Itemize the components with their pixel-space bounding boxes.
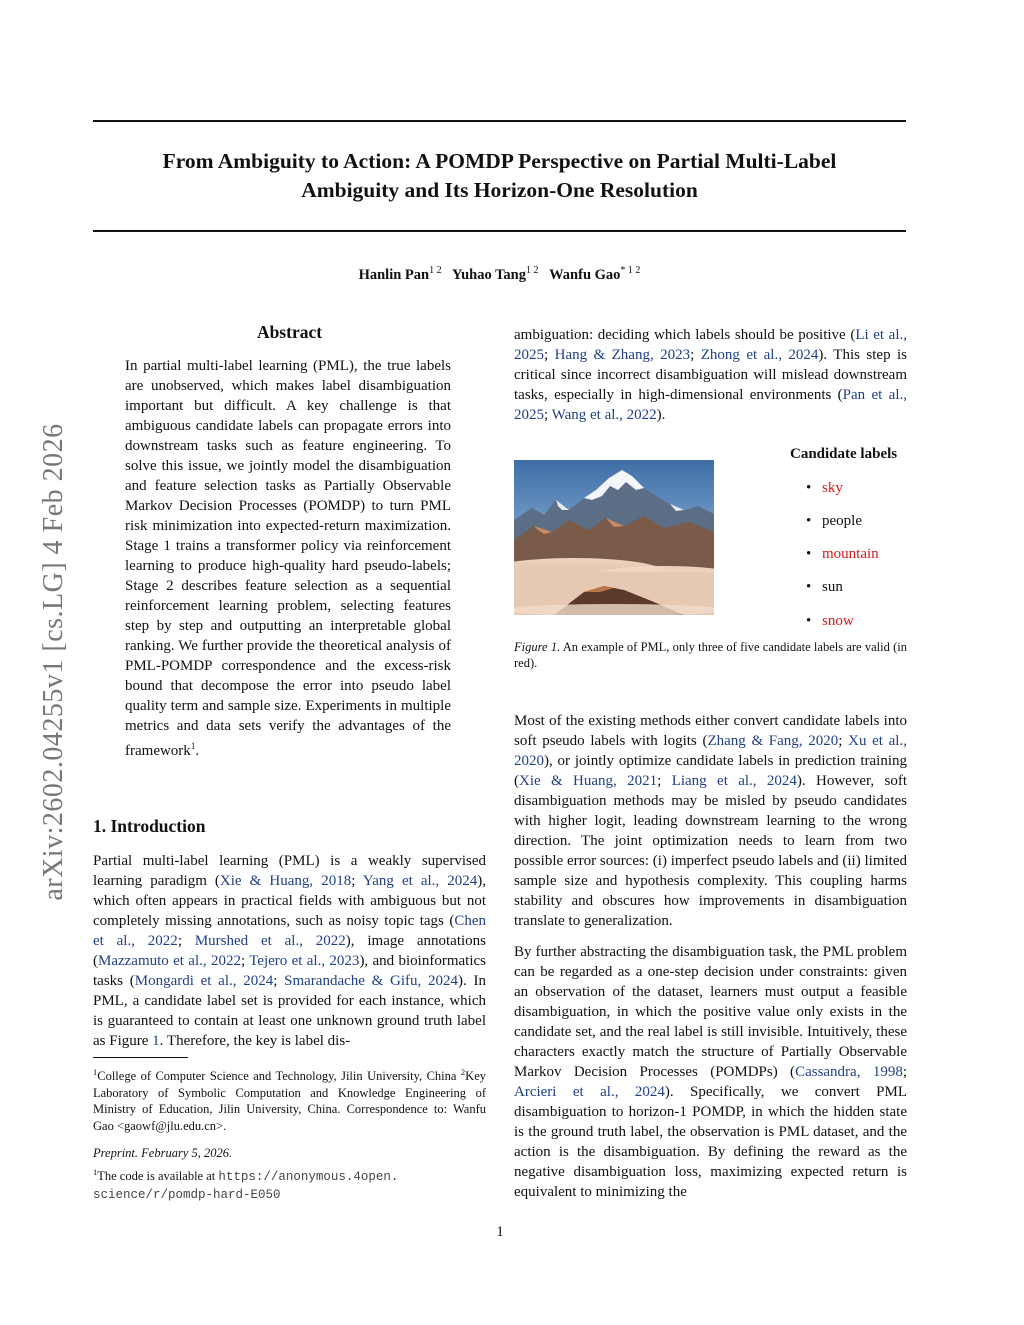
title-line-1: From Ambiguity to Action: A POMDP Perspective on Partial Multi-Label <box>162 149 837 173</box>
footnote-affiliations: $^1$College of Computer Science and Technology, Jilin University, China $^2$Key Laboratory of Symbolic Computation and Knowledge Engineering of Ministry of Education, Jilin University, China. Correspondence to: Wanfu Gao <gaowf@jlu.edu.cn>. <box>93 1067 486 1133</box>
citation-link[interactable]: Li et al., 2025 <box>514 327 907 363</box>
abstract-heading: Abstract <box>256 322 323 342</box>
citation-link[interactable]: Zhang & Fang, 2020 <box>707 733 839 749</box>
citation-link[interactable]: Chen et al., 2022 <box>93 913 486 949</box>
preprint-note: Preprint. February 5, 2026. <box>93 1146 233 1160</box>
citation-link[interactable]: Xu et al., 2020 <box>514 733 907 769</box>
citation-link[interactable]: Cassandra, 1998 <box>795 1064 903 1080</box>
footnote-code: $^1$The code is available at https://anonymous.4open. science/r/pomdp-hard-E050 <box>93 1167 399 1202</box>
paper-title <box>93 147 906 205</box>
citation-link[interactable]: Liang et al., 2024 <box>671 773 797 789</box>
citation-link[interactable]: Zhong et al., 2024 <box>700 347 819 363</box>
right-paragraph-3: By further abstracting the disambiguation task, the PML problem can be regarded as a one-step decision under constraints: given an observation of the dataset, learners must output a feasible disambiguation, in which the positive value only exists in the candidate set, and the real label is still invisible. Intuitively, these characters exactly match the structure of Partially Observable Markov Decision Processes (POMDPs) (Cassandra, 1998; Arcieri et al., 2024). Specifically, we convert PML disambiguation to horizon-1 POMDP, in which the hidden state is the ground truth label, the observation is PML dataset, and the action is the disambiguation. By defining the reward as the negative disambiguation loss, maximizing expected return is equivalent to minimizing the <box>514 944 907 1200</box>
figure-caption: Figure 1. An example of PML, only three of five candidate labels are valid (in red). <box>514 640 907 670</box>
title-bottom-rule <box>93 230 906 232</box>
title-top-rule <box>93 120 906 122</box>
page-number: 1 <box>496 1224 504 1240</box>
author-2: Yuhao Tang$^{1 2}$ <box>451 265 539 283</box>
citation-link[interactable]: Mazzamuto et al., 2022 <box>98 953 241 969</box>
title-line-2: Ambiguity and Its Horizon-One Resolution <box>301 178 698 202</box>
right-paragraph-1: ambiguation: deciding which labels should be positive (Li et al., 2025; Hang & Zhang, 2023; Zhong et al., 2024). This step is critical since incorrect disambiguation will mislead downstream tasks, especially in high-dimensional environments (Pan et al., 2025; Wang et al., 2022). <box>514 327 908 423</box>
citation-link[interactable]: Murshed et al., 2022 <box>194 933 346 949</box>
footnote-rule <box>93 1057 188 1058</box>
arxiv-side-label: arXiv:2602.04255v1 [cs.LG] 4 Feb 2026 <box>38 423 69 901</box>
citation-link[interactable]: Pan et al., 2025 <box>514 387 907 423</box>
citation-link[interactable]: Arcieri et al., 2024 <box>514 1084 665 1100</box>
author-1: Hanlin Pan$^{1 2}$ <box>358 265 442 283</box>
candidate-label-snow: • snow <box>806 613 854 629</box>
citation-link[interactable]: Xie & Huang, 2018 <box>219 873 352 889</box>
citation-link[interactable]: Tejero et al., 2023 <box>249 953 360 969</box>
section-heading-introduction: 1. Introduction <box>93 816 206 836</box>
candidate-label-sky: • sky <box>806 480 843 496</box>
abstract-body: In partial multi-label learning (PML), the true labels are unobserved, which makes label disambiguation important but difficult. A key challenge is that ambiguous candidate labels can propagate errors into downstream tasks such as feature engineering. To solve this issue, we jointly model the disambiguation and feature selection tasks as Partially Observable Markov Decision Processes (POMDP) to turn PML risk minimization into expected-return maximization. Stage 1 trains a transformer policy via reinforcement learning to produce high-quality hard pseudo-labels; Stage 2 describes feature selection as a sequential reinforcement learning problem, selecting features step by step and outputting an interpretable global ranking. We further provide the theoretical analysis of PML-POMDP correspondence and the excess-risk bound that decompose the error into pseudo label quality term and sample size. Experiments in multiple metrics and data sets verify the advantages of the framework$^1$. <box>125 358 451 759</box>
candidate-label-mountain: • mountain <box>806 546 879 562</box>
intro-paragraph: Partial multi-label learning (PML) is a weakly supervised learning paradigm (Xie & Huang, 2018; Yang et al., 2024), which often appears in practical fields with ambiguous but not completely missing annotations, such as noisy topic tags (Chen et al., 2022; Murshed et al., 2022), image annotations (Mazzamuto et al., 2022; Tejero et al., 2023), and bioinformatics tasks (Mongardi et al., 2024; Smarandache & Gifu, 2024). In PML, a candidate label set is provided for each instance, which is guaranteed to contain at least one unknown ground truth label as Figure 1. Therefore, the key is label dis- <box>93 853 486 1049</box>
citation-link[interactable]: Smarandache & Gifu, 2024 <box>284 973 459 989</box>
candidate-labels-heading: Candidate labels <box>790 446 898 462</box>
citation-link[interactable]: Xie & Huang, 2021 <box>519 773 658 789</box>
figure-mountain-image <box>514 460 714 615</box>
figure-ref-link[interactable]: 1 <box>152 1033 160 1049</box>
citation-link[interactable]: Mongardi et al., 2024 <box>134 973 274 989</box>
code-url-link[interactable]: https://anonymous.4open. science/r/pomdp-hard-E050 <box>93 1170 399 1202</box>
citation-link[interactable]: Yang et al., 2024 <box>362 873 478 889</box>
citation-link[interactable]: Wang et al., 2022 <box>551 407 657 423</box>
author-list <box>93 265 906 284</box>
right-paragraph-2: Most of the existing methods either convert candidate labels into soft pseudo labels with logits (Zhang & Fang, 2020; Xu et al., 2020), or jointly optimize candidate labels in prediction training (Xie & Huang, 2021; Liang et al., 2024). However, soft disambiguation methods may be misled by pseudo candidates with higher logit, leading downstream learning to the wrong direction. The joint optimization needs to learn from two possible error sources: (i) imperfect pseudo labels and (ii) limited sample size and hypothesis complexity. This coupling harms stability and obscures how improvements in disambiguation translate to generalization. <box>514 713 907 929</box>
candidate-label-sun: • sun <box>806 579 843 595</box>
citation-link[interactable]: Hang & Zhang, 2023 <box>554 347 691 363</box>
author-3: Wanfu Gao$^{* 1 2}$ <box>549 265 641 283</box>
abstract-footnote-mark: 1 <box>190 741 196 751</box>
candidate-label-people: • people <box>806 513 862 529</box>
